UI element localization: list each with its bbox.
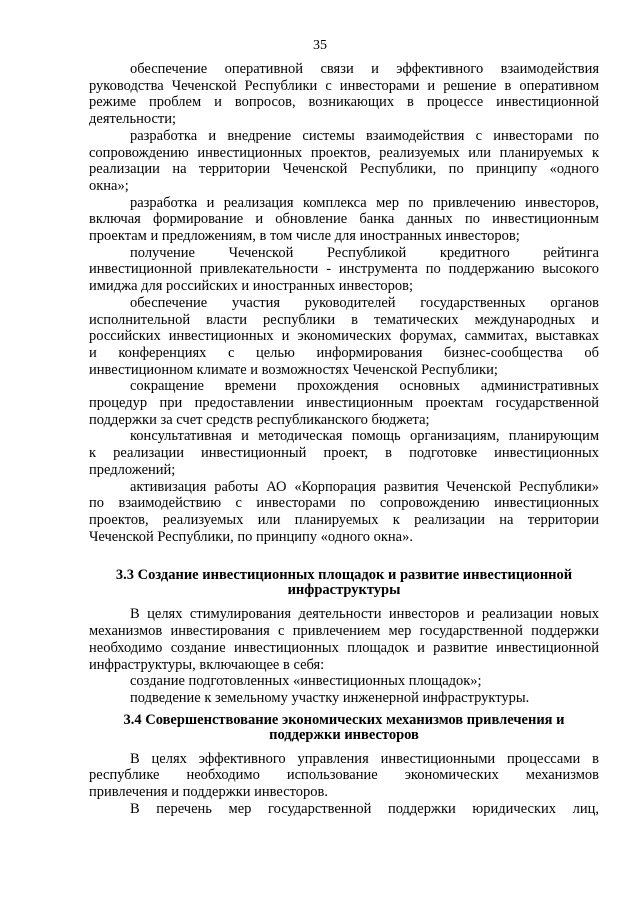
- measures-list: [89, 61, 599, 545]
- text-line: реализации на территории Чеченской Республики, по принципу «одного: [89, 161, 599, 178]
- page-number: 35: [313, 38, 327, 53]
- document-body: [89, 61, 599, 817]
- measure-paragraph: [89, 378, 599, 428]
- measure-paragraph: [89, 428, 599, 478]
- text-line: В целях эффективного управления инвестиционными процессами в: [130, 750, 599, 767]
- text-line: механизмов инвестирования с привлечением мер государственной поддержки: [89, 623, 599, 640]
- text-line: проектов, реализуемых или планируемых к реализации на территории: [89, 511, 599, 528]
- text-line: предложений;: [89, 461, 176, 478]
- section-3-4-continuation: [89, 801, 599, 818]
- text-line: инвестиционной привлекательности - инструмента по поддержанию высокого: [89, 261, 599, 278]
- text-line: включая формирование и обновление банка данных по инвестиционным: [89, 211, 599, 228]
- text-line: к реализации инвестиционный проект, в подготовке инвестиционных: [89, 445, 599, 462]
- text-line: разработка и реализация комплекса мер по привлечению инвесторов,: [130, 194, 599, 211]
- measure-paragraph: [89, 195, 599, 245]
- text-line: обеспечение оперативной связи и эффективного взаимодействия: [130, 61, 599, 77]
- text-line: инвестиционном климате и возможностях Чеченской Республики;: [89, 361, 498, 378]
- text-line: инфраструктуры, включающее в себя:: [89, 656, 325, 673]
- measure-paragraph: [89, 128, 599, 195]
- measure-paragraph: [89, 295, 599, 379]
- text-line: сопровождению инвестиционных проектов, реализуемых или планируемых к: [89, 144, 599, 161]
- text-line: процедур при предоставлении инвестиционным проектам государственной: [89, 395, 599, 412]
- text-line: проектам и предложениям, в том числе для иностранных инвесторов;: [89, 228, 520, 245]
- text-line: сокращение времени прохождения основных административных: [130, 378, 599, 395]
- text-line: республике необходимо использование экономических механизмов: [89, 767, 599, 784]
- text-line: привлечения и поддержки инвесторов.: [89, 784, 329, 801]
- text-line: В перечень мер государственной поддержки юридических лиц,: [130, 800, 599, 817]
- text-line: В целях стимулирования деятельности инвесторов и реализации новых: [130, 606, 599, 623]
- text-line: окна»;: [89, 177, 129, 194]
- text-line: имиджа для российских и иностранных инвесторов;: [89, 278, 413, 295]
- text-line: необходимо создание инвестиционных площадок и развитие инвестиционной: [89, 639, 599, 656]
- text-line: исполнительной власти республики в тематических международных и: [89, 311, 599, 328]
- text-line: режиме проблем и вопросов, возникающих в процессе инвестиционной: [89, 94, 599, 111]
- measure-paragraph: [89, 61, 599, 128]
- text-line: активизация работы АО «Корпорация развития Чеченской Республики»: [130, 478, 599, 495]
- text-line: по взаимодействию с инвесторами по сопровождению инвестиционных: [89, 495, 599, 512]
- text-line: получение Чеченской Республикой кредитного рейтинга: [130, 244, 599, 261]
- text-line: деятельности;: [89, 111, 177, 128]
- text-line: поддержки за счет средств республиканского бюджета;: [89, 411, 430, 428]
- section-3-3-item: создание подготовленных «инвестиционных площадок»;: [130, 673, 482, 690]
- text-line: Чеченской Республики, по принципу «одного окна».: [89, 528, 413, 545]
- text-line: руководства Чеченской Республики с инвесторами и решение в оперативном: [89, 77, 599, 94]
- section-heading-3-3: 3.3 Создание инвестиционных площадок и развитие инвестиционной инфраструктуры: [115, 567, 573, 599]
- section-3-4-paragraph: [89, 751, 599, 801]
- text-line: консультативная и методическая помощь организациям, планирующим: [130, 428, 599, 445]
- text-line: разработка и внедрение системы взаимодействия с инвесторами по: [130, 127, 599, 144]
- text-line: обеспечение участия руководителей государственных органов: [130, 294, 599, 311]
- text-line: российских инвестиционных и экономических форумах, саммитах, выставках: [89, 328, 599, 345]
- measure-paragraph: [89, 245, 599, 295]
- section-3-3-item: подведение к земельному участку инженерной инфраструктуры.: [130, 689, 530, 706]
- section-heading-3-4: 3.4 Совершенствование экономических механизмов привлечения и поддержки инвесторов: [123, 711, 565, 743]
- section-3-3-paragraph: [89, 606, 599, 673]
- measure-paragraph: [89, 479, 599, 546]
- text-line: и конференциях с целью информирования бизнес-сообщества об: [89, 344, 599, 361]
